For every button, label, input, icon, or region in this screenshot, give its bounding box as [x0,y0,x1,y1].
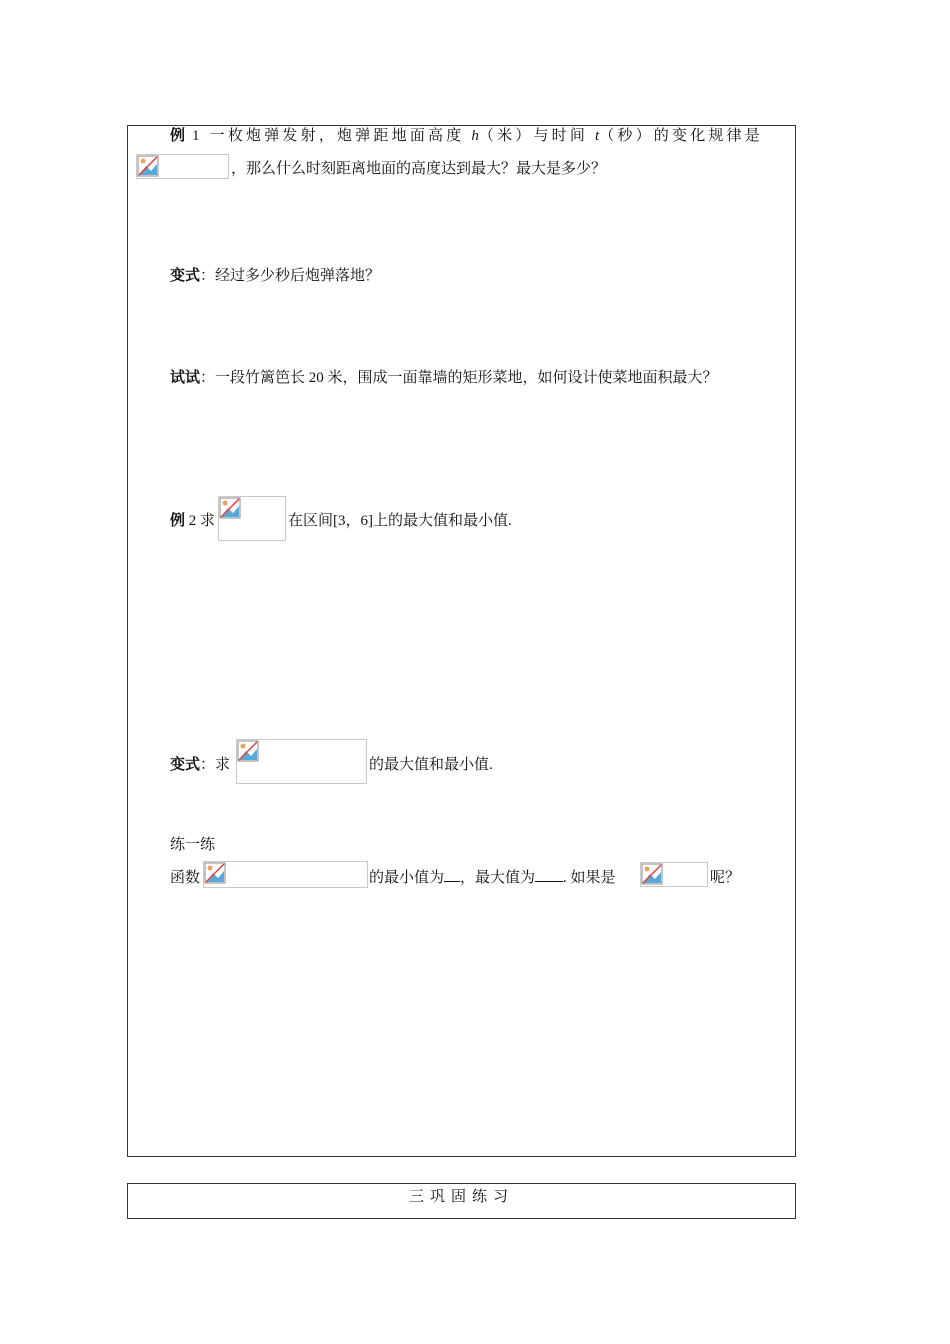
practice-title: 练一练 [170,837,216,853]
broken-image-icon [237,740,259,762]
max-blank [535,867,563,882]
example1-text-mid: （米）与时间 [478,128,596,144]
practice-end: 呢？ [710,870,741,886]
var-t: t [595,128,600,144]
variation1-label: 变式 [170,268,201,284]
formula-image-3 [236,739,367,784]
example2-label: 例 [170,513,186,529]
section-title: 三巩固练习 [408,1189,514,1205]
practice-middle [369,866,616,887]
practice-min-text: 的最小值为 [369,870,445,886]
formula-image-1 [136,154,229,179]
example2-num: 2 求 [185,513,216,529]
practice-ifis-text: . 如果是 [563,870,616,886]
broken-image-icon [219,497,241,519]
example1-line2: ，那么什么时刻距离地面的高度达到最大？最大是多少？ [231,161,607,177]
formula-image-5 [640,862,708,887]
variation2-pre: ：求 [200,757,231,773]
formula-image-2 [218,496,286,541]
variation1 [170,264,380,285]
var-h: h [471,128,479,144]
example2-prefix [170,509,215,530]
variation2-prefix [170,753,230,774]
broken-image-icon [204,862,226,884]
example1-text-end: （秒）的变化规律是 [599,128,764,144]
example1-line1 [170,124,763,145]
try-label: 试试 [170,370,201,386]
section-header-box [127,1183,796,1219]
practice-pre: 函数 [170,870,201,886]
practice-max-text: ，最大值为 [460,870,536,886]
variation1-text: ：经过多少秒后炮弹落地？ [200,268,381,284]
example1-label: 例 [170,128,186,144]
broken-image-icon [137,155,159,177]
formula-image-4 [203,861,368,888]
example2-text: 在区间[3，6]上的最大值和最小值. [288,513,512,529]
try-text: ：一段竹篱笆长 20 米，围成一面靠墙的矩形菜地，如何设计使菜地面积最大？ [200,370,718,386]
try-question [170,366,718,387]
broken-image-icon [641,863,663,885]
example1-text: 1 一枚炮弹发射，炮弹距地面高度 [185,128,472,144]
variation2-label: 变式 [170,757,201,773]
min-blank [444,867,460,882]
variation2-text: 的最大值和最小值. [369,757,493,773]
